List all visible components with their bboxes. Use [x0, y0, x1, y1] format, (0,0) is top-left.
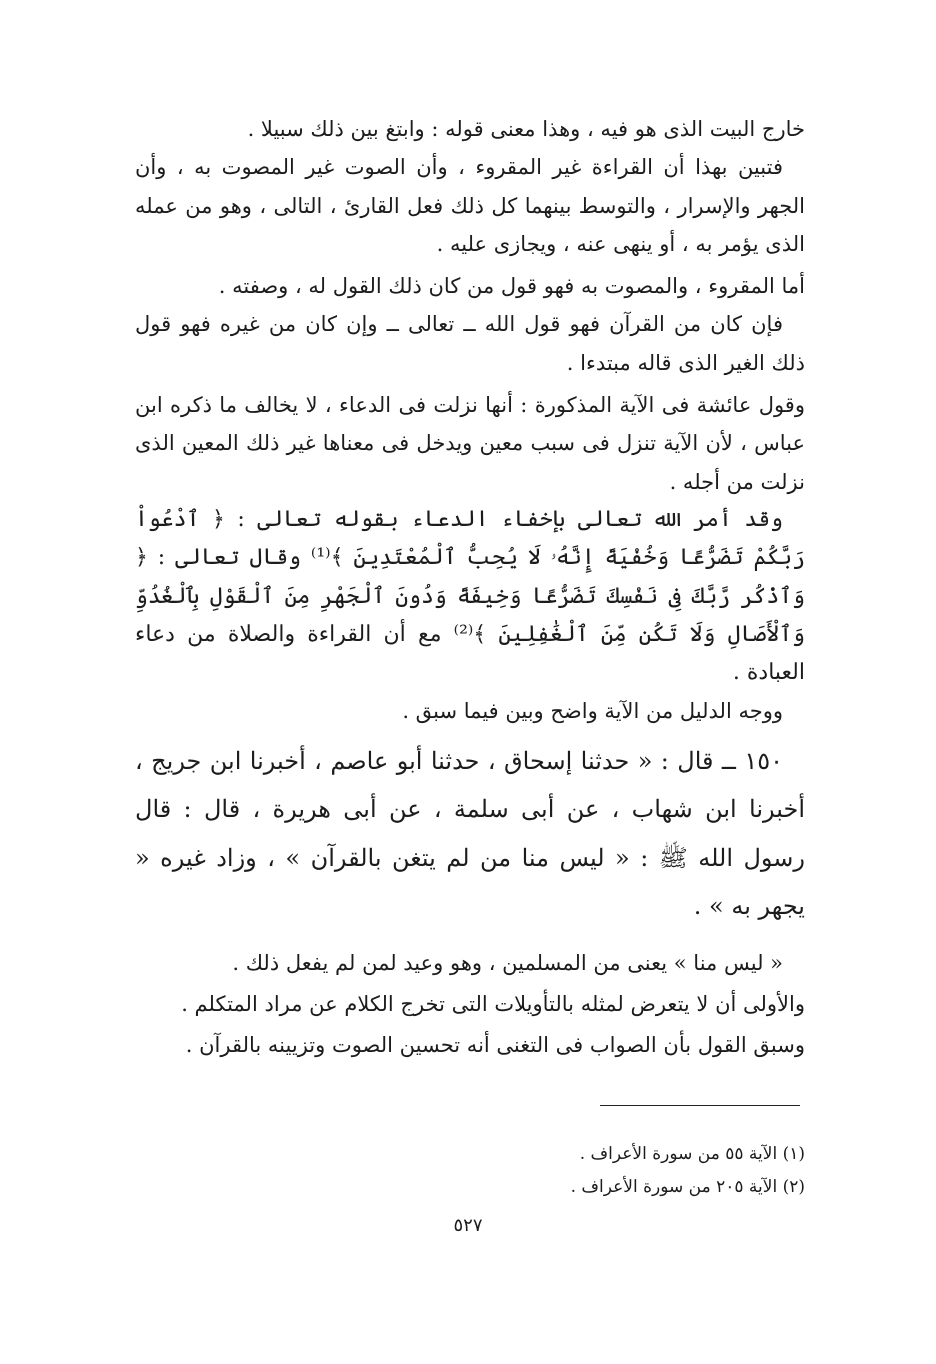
paragraph-quran-speech: فإن كان من القرآن فهو قول الله ــ تعالى ــ وإن كان من غيره فهو قول ذلك الغير الذى قاله مبتدءا . [135, 312, 805, 375]
page-number: ٥٢٧ [453, 1215, 483, 1236]
footnote-2: (٢) الآية ٢٠٥ من سورة الأعراف . [570, 1177, 805, 1197]
footnote-divider [600, 1105, 800, 1106]
footnotes [400, 1138, 805, 1204]
paragraph-recitation-distinction: فتبين بهذا أن القراءة غير المقروء ، وأن الصوت غير المصوت به ، وأن الجهر والإسرار ، والتوسط بينهما كل ذلك فعل القارئ ، التالى ، وهو من عمله الذى يؤمر به ، أو ينهى عنه ، ويجازى عليه . [135, 155, 805, 256]
commentary [135, 943, 805, 1066]
paragraph-aisha-saying: وقول عائشة فى الآية المذكورة : أنها نزلت فى الدعاء ، لا يخالف ما ذكره ابن عباس ، لأن الآية تنزل فى سبب معين ويدخل فى معناها غير ذلك المعين الذى نزلت من أجله . [135, 393, 805, 494]
hadith-150: ١٥٠ ــ قال : « حدثنا إسحاق ، حدثنا أبو عاصم ، أخبرنا ابن جريج ، أخبرنا ابن شهاب ، عن أبى سلمة ، عن أبى هريرة ، قال : قال رسول الله ﷺ : « ليس منا من لم يتغن بالقرآن » ، وزاد غيره « يجهر به » . [135, 746, 805, 921]
paragraph-evidence: ووجه الدليل من الآية واضح وبين فيما سبق . [402, 699, 783, 724]
main-text [135, 110, 805, 1066]
commentary-line-3: وسبق القول بأن الصواب فى التغنى أنه تحسين الصوت وتزيينه بالقرآن . [185, 1032, 805, 1057]
paragraph-opening: خارج البيت الذى هو فيه ، وهذا معنى قوله : وابتغ بين ذلك سبيلا . [247, 117, 805, 141]
footnote-1: (١) الآية ٥٥ من سورة الأعراف . [579, 1144, 805, 1164]
commentary-line-1: « ليس منا » يعنى من المسلمين ، وهو وعيد لمن لم يفعل ذلك . [232, 950, 783, 975]
paragraph-recited-speech: أما المقروء ، والمصوت به فهو قول من كان ذلك القول له ، وصفته . [218, 274, 805, 299]
commentary-line-2: والأولى أن لا يتعرض لمثله بالتأويلات التى تخرج الكلام عن مراد المتكلم . [181, 991, 805, 1016]
paragraph-quran-verses: وقد أمر الله تعالى بإخفاء الدعاء بقوله تعالى : ﴿ ٱدْعُواْ رَبَّكُمْ تَضَرُّعًا وَخُفْيَةً إِنَّهُۥ لَا يُحِبُّ ٱلْمُعْتَدِينَ ﴾⁽¹⁾ وقال تعالى : ﴿ وَٱذْكُر رَّبَّكَ فِى نَفْسِكَ تَضَرُّعًا وَخِيفَةً وَدُونَ ٱلْجَهْرِ مِنَ ٱلْقَوْلِ بِٱلْغُدُوِّ وَٱلْأَصَالِ وَلَا تَكُن مِّنَ ٱلْغَٰفِلِينَ ﴾⁽²⁾ مع أن القراءة والصلاة من دعاء العبادة . [135, 506, 806, 686]
